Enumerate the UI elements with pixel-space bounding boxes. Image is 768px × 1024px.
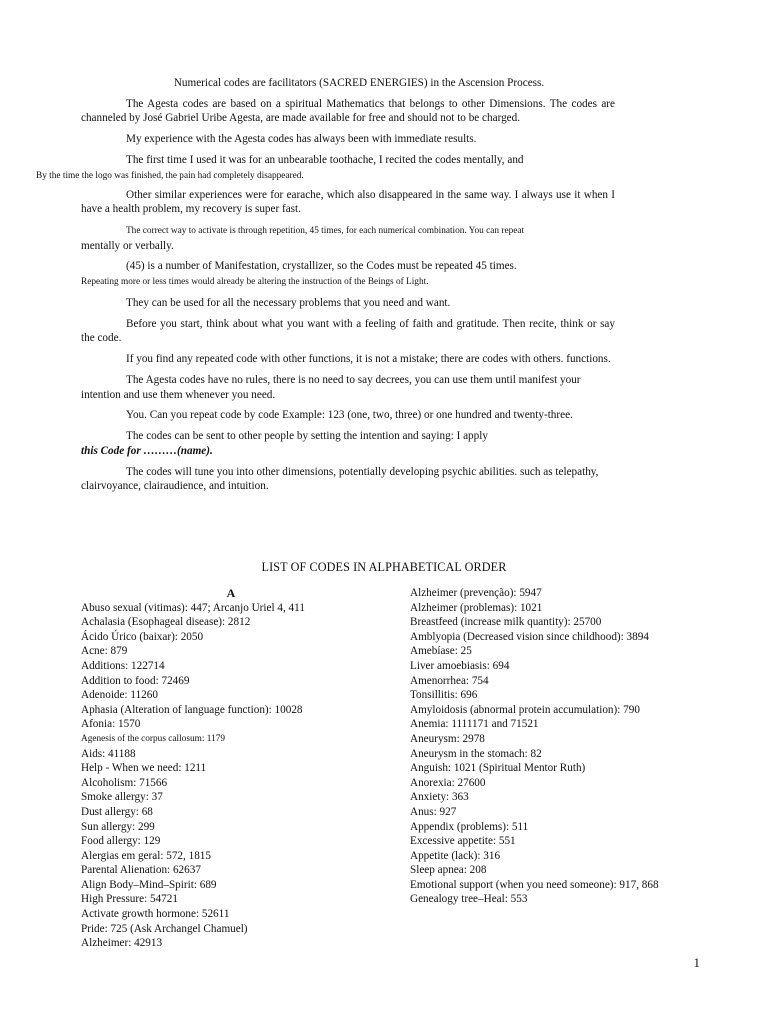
intro-paragraph-1: Numerical codes are facilitators (SACRED ENERGIES) in the Ascension Process. <box>173 77 545 89</box>
code-entry: Aphasia (Alteration of language function): 10028 <box>81 703 303 716</box>
code-entry: Addition to food: 72469 <box>81 674 190 687</box>
intro-paragraph-11: The Agesta codes have no rules, there is no need to say decrees, you can use them until manifest your intention and use them whenever you need. <box>81 374 581 401</box>
code-entry: Activate growth hormone: 52611 <box>81 908 230 921</box>
code-entry: Afonia: 1570 <box>81 718 141 731</box>
intro-paragraph-7-line-1: (45) is a number of Manifestation, crystallizer, so the Codes must be repeated 45 times. <box>126 260 517 273</box>
code-entry: Emotional support (when you need someone): 917, 868 <box>410 878 659 891</box>
code-entry: Alcoholism: 71566 <box>81 776 168 789</box>
code-entry: Ácido Úrico (baixar): 2050 <box>81 630 204 643</box>
code-entry: Parental Alienation: 62637 <box>81 864 201 877</box>
intro-paragraph-6-line-1: The correct way to activate is through repetition, 45 times, for each numerical combination. You can repeat <box>126 226 525 236</box>
intro-paragraph-5: Other similar experiences were for earache, which also disappeared in the same way. I always use it when I have a health problem, my recovery is super fast. <box>81 188 615 216</box>
code-entry: Abuso sexual (vitimas): 447; Arcanjo Uriel 4, 411 <box>81 601 305 614</box>
code-entry: Breastfeed (increase milk quantity): 25700 <box>410 616 602 629</box>
code-entry: Additions: 122714 <box>81 659 165 672</box>
intro-paragraph-8: They can be used for all the necessary problems that you need and want. <box>126 297 451 310</box>
intro-paragraph-4-line-2: By the time the logo was finished, the pain had completely disappeared. <box>36 170 304 181</box>
code-entry: Pride: 725 (Ask Archangel Chamuel) <box>81 922 248 935</box>
intro-paragraph-7-line-2: Repeating more or less times would already be altering the instruction of the Beings of Light. <box>81 276 429 287</box>
code-list-left-column <box>81 586 381 951</box>
code-entry: Anorexia: 27600 <box>410 776 486 789</box>
code-entry: Aneurysm: 2978 <box>410 732 485 745</box>
code-entry: Sleep apnea: 208 <box>410 864 487 877</box>
intro-paragraph-12: You. Can you repeat code by code Example: 123 (one, two, three) or one hundred and twenty-three. <box>126 409 573 422</box>
code-entry: Align Body–Mind–Spirit: 689 <box>81 878 217 891</box>
code-entry: Anus: 927 <box>410 805 457 818</box>
intro-paragraph-14: The codes will tune you into other dimensions, potentially developing psychic abilities. such as telepathy, clairvoyance, clairaudience, and intuition. <box>81 465 599 493</box>
intro-paragraph-6 <box>81 223 615 253</box>
code-entry: Alzheimer (prevenção): 5947 <box>410 587 542 599</box>
intro-paragraph-13-line-2: this Code for ………(name). <box>81 444 213 457</box>
code-entry: Amebíase: 25 <box>410 645 472 658</box>
code-list-title: LIST OF CODES IN ALPHABETICAL ORDER <box>261 560 507 574</box>
intro-paragraph-7 <box>81 259 615 289</box>
code-entry: Anemia: 1111171 and 71521 <box>410 718 539 731</box>
code-entry: Achalasia (Esophageal disease): 2812 <box>81 616 251 629</box>
code-entry: Anguish: 1021 (Spiritual Mentor Ruth) <box>410 762 586 775</box>
code-entry: Help - When we need: 1211 <box>81 762 207 775</box>
page-number: 1 <box>693 955 700 970</box>
code-entry: Appendix (problems): 511 <box>410 820 529 833</box>
intro-paragraph-6-line-2: mentally or verbally. <box>81 239 174 252</box>
intro-paragraph-13-line-1: The codes can be sent to other people by setting the intention and saying: I apply <box>126 430 488 443</box>
intro-paragraph-4 <box>36 153 615 183</box>
intro-text <box>36 76 615 500</box>
code-entry: Agenesis of the corpus callosum: 1179 <box>81 733 225 744</box>
code-entry: Amblyopia (Decreased vision since childhood): 3894 <box>410 630 649 643</box>
code-entry: Liver amoebiasis: 694 <box>410 659 510 672</box>
code-entry: Alzheimer (problemas): 1021 <box>410 601 543 614</box>
code-list-right-column <box>410 586 668 907</box>
code-entry: Acne: 879 <box>81 645 128 658</box>
intro-paragraph-13 <box>81 429 615 458</box>
code-entry: Tonsillitis: 696 <box>410 689 478 702</box>
code-entry: Smoke allergy: 37 <box>81 791 163 804</box>
code-entry: Genealogy tree–Heal: 553 <box>410 893 528 906</box>
code-entry: Sun allergy: 299 <box>81 820 155 833</box>
code-entry: Aids: 41188 <box>81 747 136 760</box>
code-entry: High Pressure: 54721 <box>81 893 178 906</box>
code-entry: Alergias em geral: 572, 1815 <box>81 849 211 862</box>
intro-paragraph-3: My experience with the Agesta codes has always been with immediate results. <box>126 133 477 146</box>
section-letter: A <box>226 586 236 600</box>
code-entry: Food allergy: 129 <box>81 835 161 848</box>
intro-paragraph-4-line-1: The first time I used it was for an unbearable toothache, I recited the codes mentally, and <box>126 153 524 166</box>
intro-paragraph-10: If you find any repeated code with other functions, it is not a mistake; there are codes with others. functions. <box>126 353 611 366</box>
code-entry: Adenoide: 11260 <box>81 689 158 702</box>
code-entry: Appetite (lack): 316 <box>410 849 501 862</box>
code-entry: Dust allergy: 68 <box>81 805 153 818</box>
code-entry: Anxiety: 363 <box>410 791 469 804</box>
intro-paragraph-2: The Agesta codes are based on a spiritual Mathematics that belongs to other Dimensions. The codes are channeled by José Gabriel Uribe Agesta, are made available for free and should not to be charged. <box>81 97 615 125</box>
code-entry: Alzheimer: 42913 <box>81 937 163 950</box>
code-entry: Amyloidosis (abnormal protein accumulation): 790 <box>410 703 640 716</box>
intro-paragraph-9: Before you start, think about what you want with a feeling of faith and gratitude. Then recite, think or say the code. <box>81 317 615 345</box>
code-entry: Excessive appetite: 551 <box>410 835 516 848</box>
code-entry: Aneurysm in the stomach: 82 <box>410 747 542 760</box>
code-entry: Amenorrhea: 754 <box>410 674 489 687</box>
